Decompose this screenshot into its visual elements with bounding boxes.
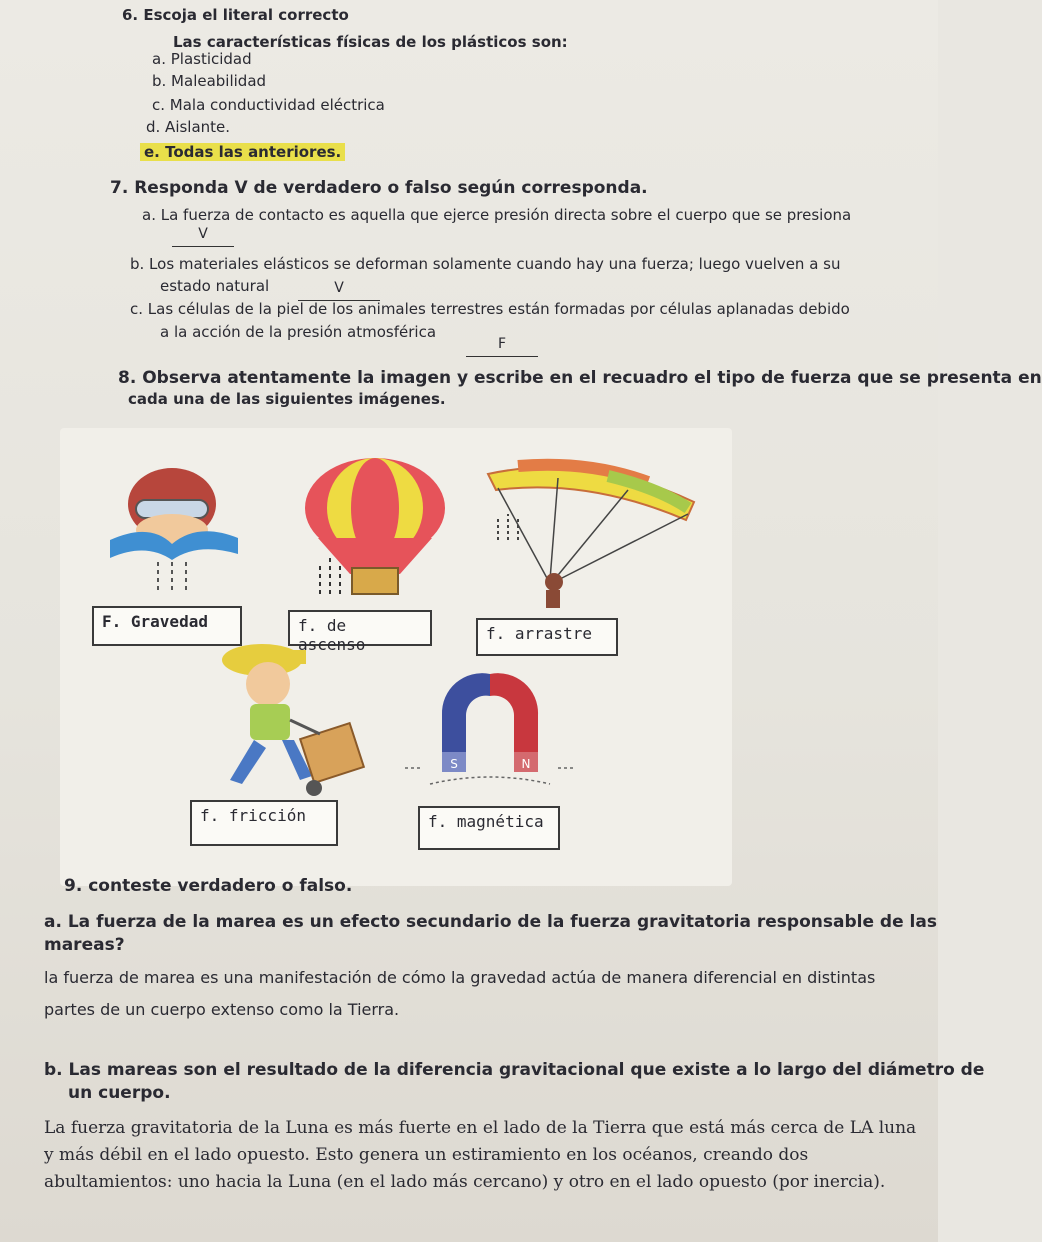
q9-b-answer-line1: La fuerza gravitatoria de la Luna es más fuerte en el lado de la Tierra que está más cerca de LA luna xyxy=(44,1118,917,1138)
magnet-s-label: S xyxy=(450,757,458,771)
answer-box-arrastre: f. arrastre xyxy=(476,618,618,656)
q9-a-answer-line2: partes de un cuerpo extenso como la Tierra. xyxy=(44,1000,400,1019)
q7-b-line2: estado natural xyxy=(160,277,270,295)
q6-option-c: c. Mala conductividad eléctrica xyxy=(152,96,385,114)
q9-a-answer-line1: la fuerza de marea es una manifestación de cómo la gravedad actúa de manera diferencial en distintas xyxy=(44,968,876,987)
q7-a-answer: V xyxy=(172,226,234,247)
q7-title: 7. Responda V de verdadero o falso según corresponda. xyxy=(110,178,648,198)
q7-b-answer: V xyxy=(298,280,380,301)
q8-line1: 8. Observa atentamente la imagen y escribe en el recuadro el tipo de fuerza que se presenta en xyxy=(118,368,1042,388)
q6-option-e-highlighted: e. Todas las anteriores. xyxy=(140,143,345,161)
q9-b-question-line2: un cuerpo. xyxy=(68,1083,171,1103)
q6-stem: Las características físicas de los plásticos son: xyxy=(173,33,568,51)
q9-b-answer-line2: y más débil en el lado opuesto. Esto genera un estiramiento en los océanos, creando dos xyxy=(44,1145,809,1165)
q8-line2: cada una de las siguientes imágenes. xyxy=(128,390,446,408)
q6-option-b: b. Maleabilidad xyxy=(152,72,267,90)
q9-title: 9. conteste verdadero o falso. xyxy=(64,876,353,896)
q9-b-question-line1: b. Las mareas son el resultado de la diferencia gravitacional que existe a lo largo del diámetro de xyxy=(44,1060,985,1080)
answer-box-magnetica: f. magnética xyxy=(418,806,560,850)
boy-pushing-cart-illustration xyxy=(210,640,380,800)
q6-option-a: a. Plasticidad xyxy=(152,50,252,68)
q9-a-question-line2: mareas? xyxy=(44,935,125,955)
q7-b-line1: b. Los materiales elásticos se deforman solamente cuando hay una fuerza; luego vuelven a su xyxy=(130,255,841,273)
q6-option-d: d. Aislante. xyxy=(146,118,231,136)
q7-a-text: a. La fuerza de contacto es aquella que ejerce presión directa sobre el cuerpo que se presiona xyxy=(142,206,852,224)
q7-c-answer: F xyxy=(466,336,538,357)
q7-c-line1: c. Las células de la piel de los animales terrestres están formadas por células aplanadas debido xyxy=(130,300,850,318)
magnet-n-label: N xyxy=(521,757,531,771)
q6-title: 6. Escoja el literal correcto xyxy=(122,6,349,24)
horseshoe-magnet-illustration xyxy=(400,660,580,810)
answer-box-gravedad: F. Gravedad xyxy=(92,606,242,646)
q9-b-answer-line3: abultamientos: uno hacia la Luna (en el lado más cercano) y otro en el lado opuesto (por inercia). xyxy=(44,1172,886,1192)
parachute-illustration xyxy=(488,462,698,612)
q9-a-question-line1: a. La fuerza de la marea es un efecto secundario de la fuerza gravitatoria responsable de las xyxy=(44,912,937,932)
skydiver-illustration xyxy=(110,462,250,602)
answer-box-ascenso: f. de ascenso xyxy=(288,610,432,646)
hot-air-balloon-illustration xyxy=(300,458,450,598)
answer-box-friccion: f. fricción xyxy=(190,800,338,846)
q7-c-line2: a la acción de la presión atmosférica xyxy=(160,323,437,341)
